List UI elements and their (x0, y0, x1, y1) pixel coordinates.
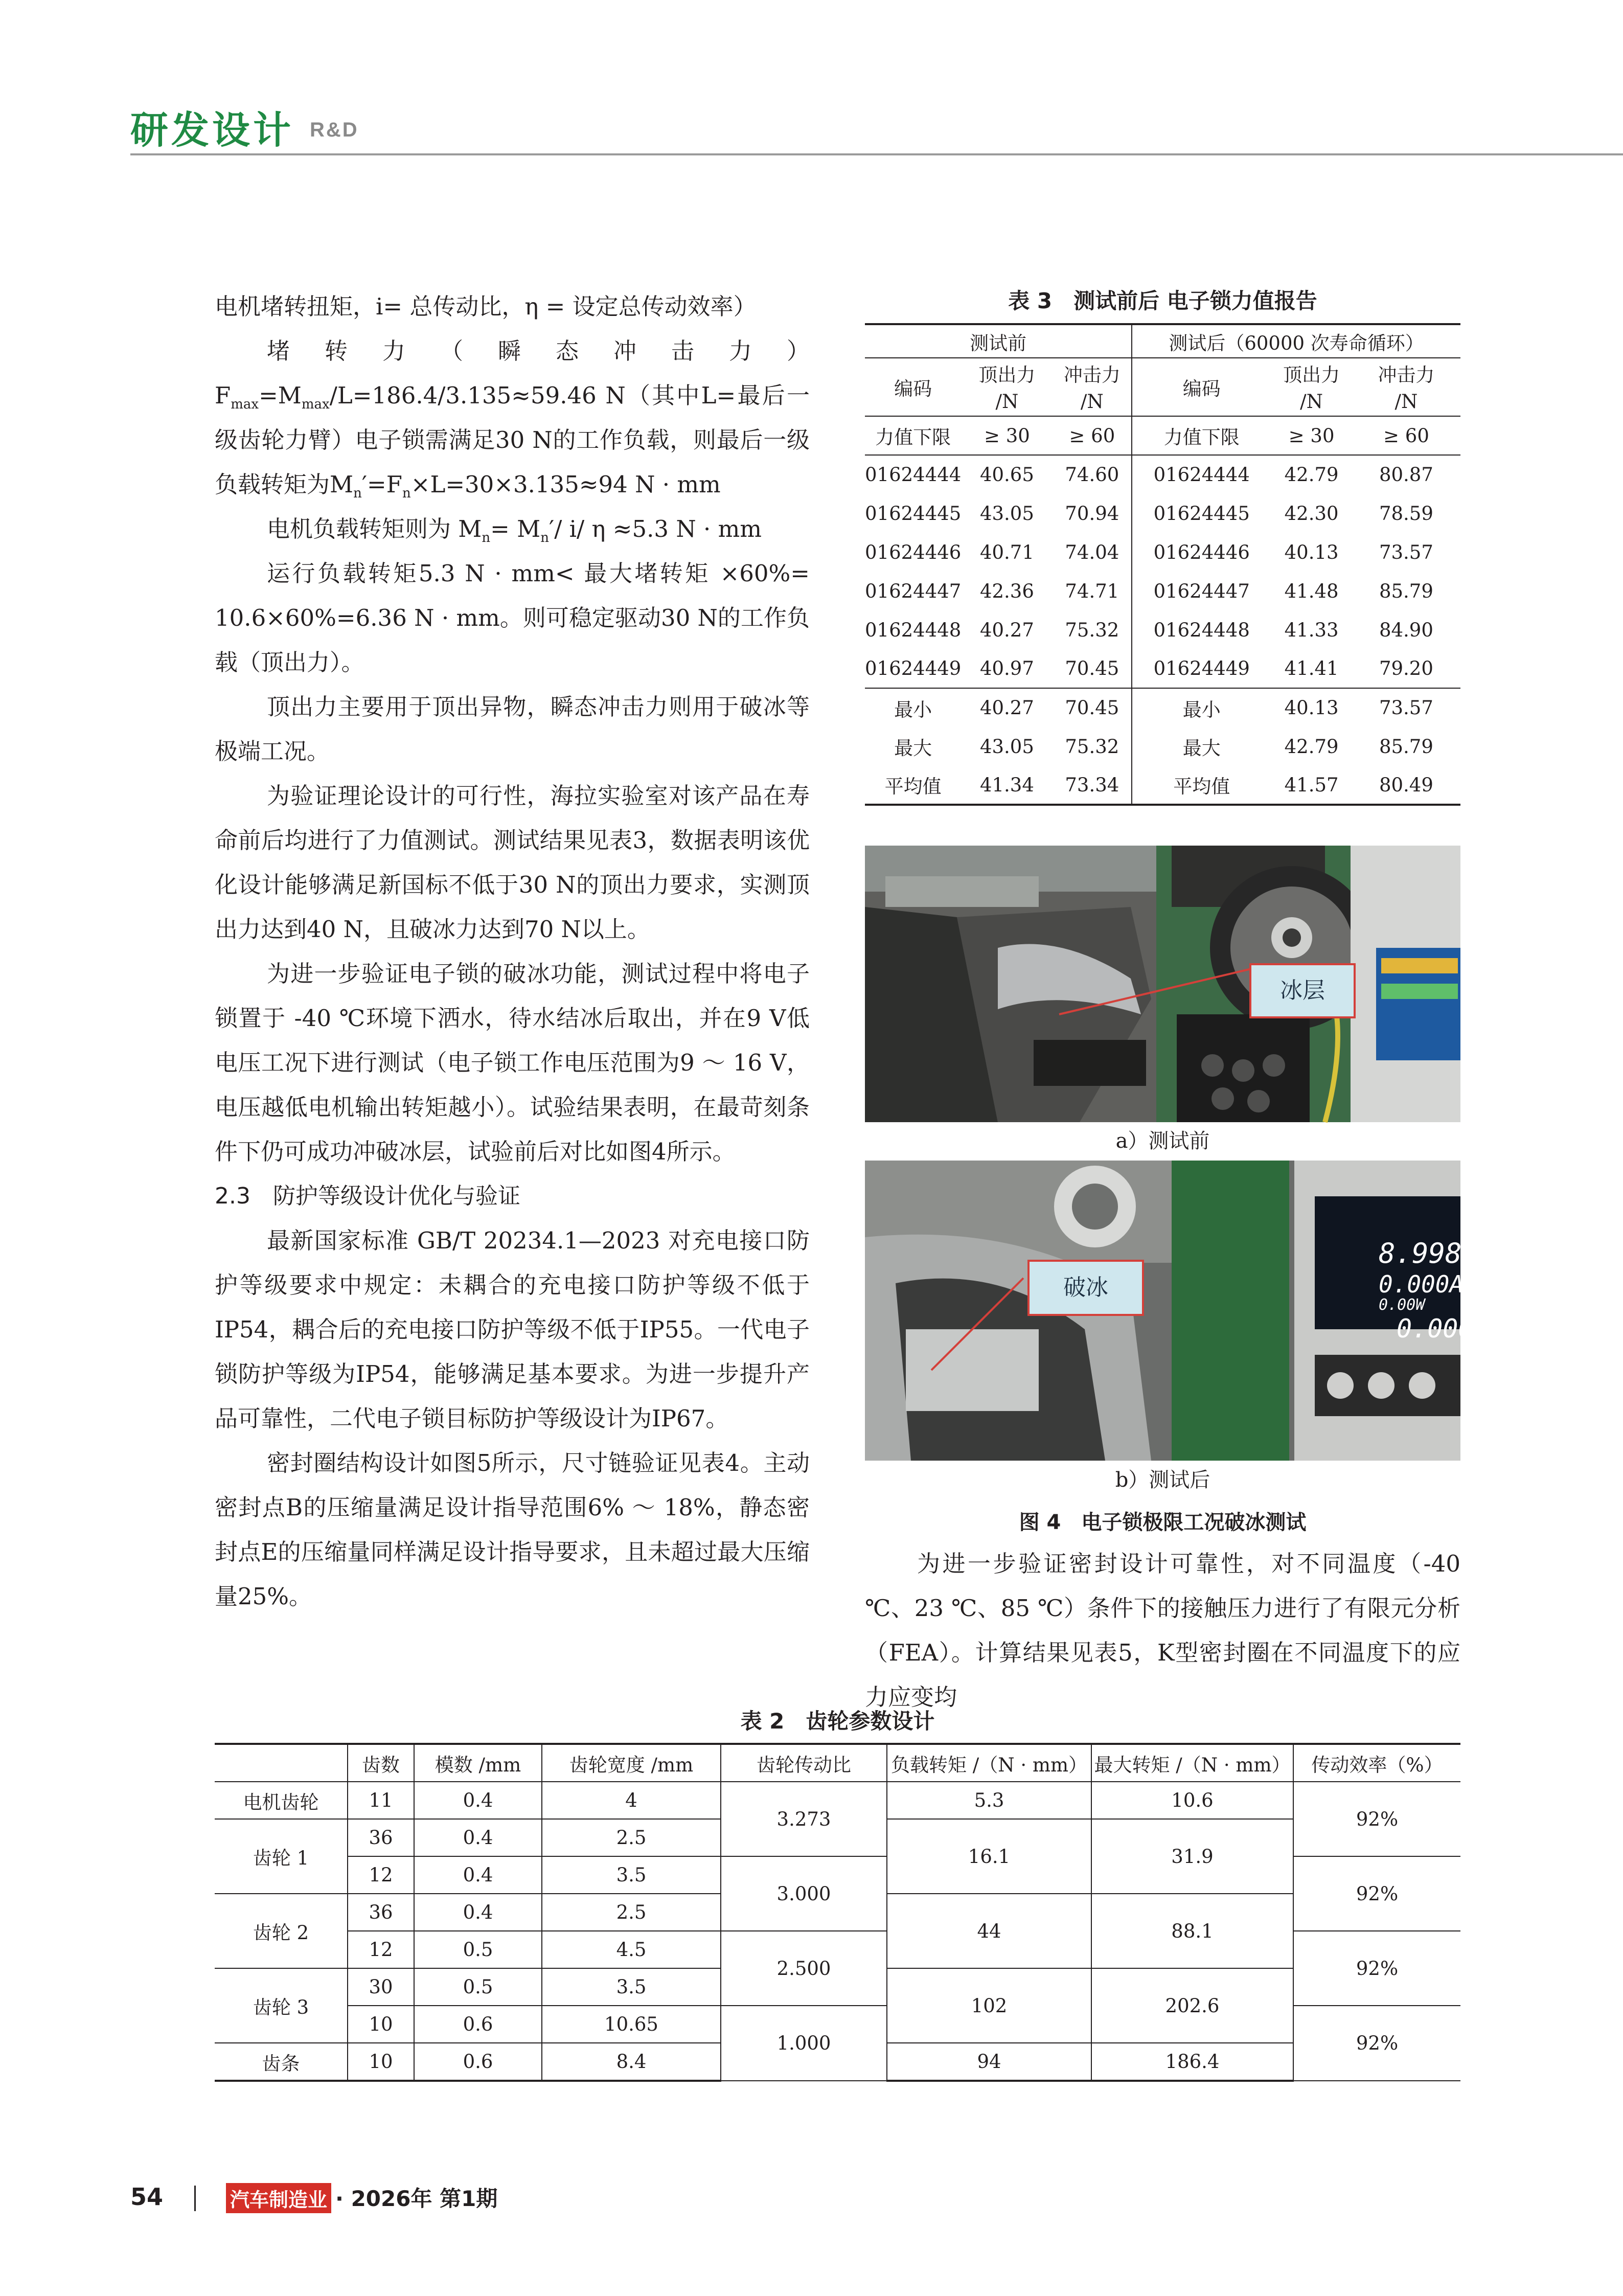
table3-cell: 41.48 (1284, 580, 1339, 602)
load-torque: 94 (887, 2043, 1091, 2081)
efficiency: 92% (1293, 1931, 1460, 2006)
figure4a-caption: a）测试前 (1115, 1129, 1210, 1153)
paragraph: 运行负载转矩5.3 N · mm< 最大堵转矩 ×60%= 10.6×60%=6.36 N · mm。则可稳定驱动30 N的工作负载（顶出力）。 (215, 560, 810, 676)
table3-cell: ≥ 30 (961, 416, 1053, 455)
load-torque: 5.3 (887, 1782, 1091, 1819)
table3-unit: /N (1395, 391, 1418, 413)
table3-cell: 41.33 (1284, 619, 1339, 641)
table3-cell: 41.41 (1284, 657, 1339, 679)
psu-reading: 0.000 (1397, 1314, 1474, 1344)
gear-ratio: 2.500 (721, 1931, 887, 2006)
table-row (865, 649, 1460, 688)
gear-teeth: 12 (348, 1856, 414, 1894)
gear-width: 2.5 (542, 1894, 721, 1931)
paragraph: 最新国家标准 GB/T 20234.1—2023 对充电接口防护等级要求中规定：未耦合的充电接口防护等级不低于IP54，耦合后的充电接口防护等级不低于IP55。一代电子锁防护等级为IP54，能够满足基本要求。为进一步提升产品可靠性，二代电子锁目标防护等级设计为IP67。 (215, 1227, 810, 1432)
gear-module: 0.4 (414, 1819, 542, 1856)
table3-cell: 01624446 (865, 541, 962, 563)
table3-cell: 80.49 (1352, 766, 1460, 805)
load-torque: 102 (887, 1968, 1091, 2043)
table3-cell: 01624447 (1153, 580, 1250, 602)
paragraph: 密封圈结构设计如图5所示，尺寸链验证见表4。主动密封点B的压缩量满足设计指导范围6% ～ 18%，静态密封点E的压缩量同样满足设计指导要求，且未超过最大压缩量25%。 (215, 1449, 810, 1610)
table3-cell: 70.94 (1053, 494, 1132, 533)
table-row (215, 1782, 1460, 1819)
table2-header: 模数 /mm (414, 1744, 542, 1782)
table3-cell: 75.32 (1053, 727, 1132, 766)
gear-module: 0.4 (414, 1782, 542, 1819)
figure4b-caption: b）测试后 (1115, 1468, 1210, 1492)
table3-cell: 73.34 (1053, 766, 1132, 805)
table3-cell: 平均值 (1132, 766, 1271, 805)
table3-cell: 01624445 (865, 502, 962, 525)
table3-unit: /N (1053, 388, 1132, 416)
table3-cell: 40.13 (1284, 541, 1339, 563)
paragraph: 为进一步验证电子锁的破冰功能，测试过程中将电子锁置于 -40 ℃环境下洒水，待水结冰后取出，并在9 V低电压工况下进行测试（电子锁工作电压范围为9 ～ 16 V，电压越低电机输出转矩越小）。试验结果表明，在最苛刻条件下仍可成功冲破冰层，试验前后对比如图4所示。 (215, 960, 810, 1165)
gear-module: 0.4 (414, 1894, 542, 1931)
table3-cell: 平均值 (865, 766, 961, 805)
table3-caption: 表 3 测试前后 电子锁力值报告 (1008, 288, 1317, 313)
table3-cell: 70.45 (1053, 649, 1132, 688)
table-row (865, 766, 1460, 805)
max-torque: 10.6 (1091, 1782, 1293, 1819)
table3-col-code: 编码 (1182, 378, 1221, 400)
table3-col-code: 编码 (894, 378, 932, 400)
table3-cell: 40.71 (979, 541, 1034, 563)
table-row (865, 572, 1460, 610)
table3-cell: 40.65 (979, 464, 1034, 486)
table3-cell: 74.04 (1053, 533, 1132, 572)
ice-layer-label: 冰层 (1249, 963, 1356, 1018)
footer-divider (194, 2186, 196, 2211)
table3-col-impact: 冲击力 (1378, 363, 1435, 386)
section-subtitle: R&D (310, 119, 359, 141)
table3-cell: 01624444 (1153, 464, 1250, 486)
table3-cell: 40.97 (979, 657, 1034, 679)
table3-unit: /N (1300, 391, 1323, 413)
efficiency: 92% (1293, 1782, 1460, 1856)
left-column (215, 284, 810, 1619)
magazine-logo: 汽车制造业 (226, 2183, 331, 2213)
gear-module: 0.5 (414, 1968, 542, 2006)
table2-header: 传动效率（%） (1293, 1744, 1460, 1782)
table3-cell: 74.60 (1053, 455, 1132, 494)
table3-cell: 01624448 (1153, 619, 1250, 641)
photo-after-illustration (865, 1161, 1460, 1461)
table3-cell: 80.87 (1379, 464, 1433, 486)
header-rule (130, 153, 1623, 155)
gear-module: 0.5 (414, 1931, 542, 1968)
table3-cell: 01624449 (865, 657, 962, 679)
gear-teeth: 30 (348, 1968, 414, 2006)
efficiency: 92% (1293, 2006, 1460, 2081)
gear-ratio: 1.000 (721, 2006, 887, 2081)
table3-cell: 01624446 (1153, 541, 1250, 563)
gear-teeth: 36 (348, 1894, 414, 1931)
max-torque: 88.1 (1091, 1894, 1293, 1968)
gear-module: 0.6 (414, 2043, 542, 2081)
gear-name: 电机齿轮 (215, 1782, 348, 1819)
table-row (865, 533, 1460, 572)
gear-width: 2.5 (542, 1819, 721, 1856)
table3-cell: 42.30 (1284, 502, 1339, 525)
table3-cell: 40.13 (1271, 688, 1352, 727)
table3-cell: 40.27 (979, 619, 1034, 641)
table3-col-push: 顶出力 (1283, 363, 1340, 386)
section-heading: 2.3 防护等级设计优化与验证 (215, 1183, 520, 1209)
table3-cell: 73.57 (1379, 541, 1433, 563)
paragraph: 电机堵转扭矩，i= 总传动比，η = 设定总传动效率） (215, 293, 757, 320)
paragraph: 电机负载转矩则为 $M_n= M_n'/$ i/ η ≈5.3 N · mm (267, 515, 762, 545)
table-row (865, 688, 1460, 727)
gear-width: 8.4 (542, 2043, 721, 2081)
photo-after-test (865, 1161, 1479, 1461)
gear-ratio: 3.000 (721, 1856, 887, 1931)
table3-cell: 01624449 (1153, 657, 1250, 679)
table3-cell: 74.71 (1053, 572, 1132, 610)
table2 (215, 1743, 1460, 2082)
gear-name: 齿轮 1 (215, 1819, 348, 1894)
ice-break-label: 破冰 (1027, 1260, 1144, 1316)
table2-header-row (215, 1744, 1460, 1782)
gear-module: 0.4 (414, 1856, 542, 1894)
table3-cell: 43.05 (979, 502, 1034, 525)
table3-cell: 01624448 (865, 619, 962, 641)
table2-header: 负载转矩 /（N · mm） (887, 1744, 1091, 1782)
table3-cell: 43.05 (979, 735, 1034, 758)
table-row (865, 494, 1460, 533)
table3-cell: 79.20 (1379, 657, 1433, 679)
max-torque: 186.4 (1091, 2043, 1293, 2081)
table3-cell: 42.79 (1284, 735, 1339, 758)
efficiency: 92% (1293, 1856, 1460, 1931)
max-torque: 202.6 (1091, 1968, 1293, 2043)
table3-cell: 85.79 (1379, 735, 1433, 758)
gear-teeth: 10 (348, 2043, 414, 2081)
table3-cell: 最小 (865, 688, 961, 727)
table3-cell: 70.45 (1053, 688, 1132, 727)
gear-module: 0.6 (414, 2006, 542, 2043)
table2-header: 齿数 (348, 1744, 414, 1782)
table3-cell: ≥ 60 (1352, 416, 1460, 455)
gear-teeth: 11 (348, 1782, 414, 1819)
table3 (865, 323, 1460, 806)
table-row (865, 610, 1460, 649)
gear-name: 齿轮 3 (215, 1968, 348, 2043)
paragraph: 堵转力（瞬态冲击力）$F_{max}=M_{max}/L=186.4/3.135\approx 59.46$ N（其中L=最后一级齿轮力臂）电子锁需满足30 N的工作负载，则最后一级负载转矩为$M_n'=F_n\times L=30\times 3.135\approx 94$ N · mm (215, 337, 810, 501)
table3-cell: 41.57 (1271, 766, 1352, 805)
table-row (865, 416, 1460, 455)
figure4-caption: 图 4 电子锁极限工况破冰测试 (1019, 1511, 1307, 1534)
table3-group-before: 测试前 (865, 324, 1132, 358)
gear-name: 齿条 (215, 2043, 348, 2081)
photo-before-illustration (865, 846, 1460, 1122)
photo-before-test (865, 846, 1460, 1122)
table3-cell: 40.27 (961, 688, 1053, 727)
psu-voltage: 8.998V (1379, 1237, 1479, 1269)
load-torque: 44 (887, 1894, 1091, 1968)
gear-teeth: 12 (348, 1931, 414, 1968)
table2-caption: 表 2 齿轮参数设计 (740, 1709, 935, 1734)
table3-col-push: 顶出力 (978, 363, 1036, 386)
table3-cell: 78.59 (1379, 502, 1433, 525)
table3-cell: 42.79 (1284, 464, 1339, 486)
table3-cell: 力值下限 (1132, 416, 1271, 455)
load-torque: 16.1 (887, 1819, 1091, 1894)
table-row (865, 455, 1460, 494)
table3-cell: 01624445 (1153, 502, 1250, 525)
table3-cell: 84.90 (1379, 619, 1433, 641)
issue-info: · 2026年 第1期 (335, 2186, 498, 2211)
psu-current: 0.000A (1379, 1270, 1464, 1298)
max-torque: 31.9 (1091, 1819, 1293, 1894)
table3-cell: 42.36 (979, 580, 1034, 602)
table3-unit: /N (995, 391, 1019, 413)
table3-cell: 73.57 (1352, 688, 1460, 727)
table3-group-after: 测试后（60000 次寿命循环） (1132, 324, 1460, 358)
table3-col-impact: 冲击力 (1053, 358, 1132, 388)
gear-name: 齿轮 2 (215, 1894, 348, 1968)
table3-cell: 75.32 (1053, 610, 1132, 649)
gear-width: 10.65 (542, 2006, 721, 2043)
table3-cell: 41.34 (961, 766, 1053, 805)
gear-teeth: 36 (348, 1819, 414, 1856)
gear-width: 4 (542, 1782, 721, 1819)
psu-power: 0.00W (1379, 1296, 1425, 1314)
table2-header: 齿轮宽度 /mm (542, 1744, 721, 1782)
table-row (865, 727, 1460, 766)
table3-cell: 最小 (1132, 688, 1271, 727)
gear-teeth: 10 (348, 2006, 414, 2043)
gear-width: 3.5 (542, 1968, 721, 2006)
gear-width: 4.5 (542, 1931, 721, 1968)
table3-cell: 01624447 (865, 580, 962, 602)
paragraph: 为进一步验证密封设计可靠性，对不同温度（-40 ℃、23 ℃、85 ℃）条件下的接触压力进行了有限元分析（FEA）。计算结果见表5，K型密封圈在不同温度下的应力应变均 (865, 1550, 1460, 1711)
table3-cell: 力值下限 (865, 416, 961, 455)
paragraph: 为验证理论设计的可行性，海拉实验室对该产品在寿命前后均进行了力值测试。测试结果见表3，数据表明该优化设计能够满足新国标不低于30 N的顶出力要求，实测顶出力达到40 N，且破冰力达到70 N以上。 (215, 782, 810, 943)
table3-cell: 01624444 (865, 464, 962, 486)
gear-width: 3.5 (542, 1856, 721, 1894)
section-title: 研发设计 (130, 108, 294, 152)
gear-ratio: 3.273 (721, 1782, 887, 1856)
table3-cell: ≥ 30 (1271, 416, 1352, 455)
table2-header: 齿轮传动比 (721, 1744, 887, 1782)
page-number: 54 (130, 2183, 164, 2211)
table3-cell: 最大 (1182, 737, 1221, 759)
table3-cell: ≥ 60 (1053, 416, 1132, 455)
table3-cell: 85.79 (1379, 580, 1433, 602)
right-column (865, 1541, 1460, 1719)
table2-header (215, 1744, 348, 1782)
table2-header: 最大转矩 /（N · mm） (1091, 1744, 1293, 1782)
paragraph: 顶出力主要用于顶出异物，瞬态冲击力则用于破冰等极端工况。 (215, 693, 810, 765)
table3-cell: 最大 (894, 737, 932, 759)
